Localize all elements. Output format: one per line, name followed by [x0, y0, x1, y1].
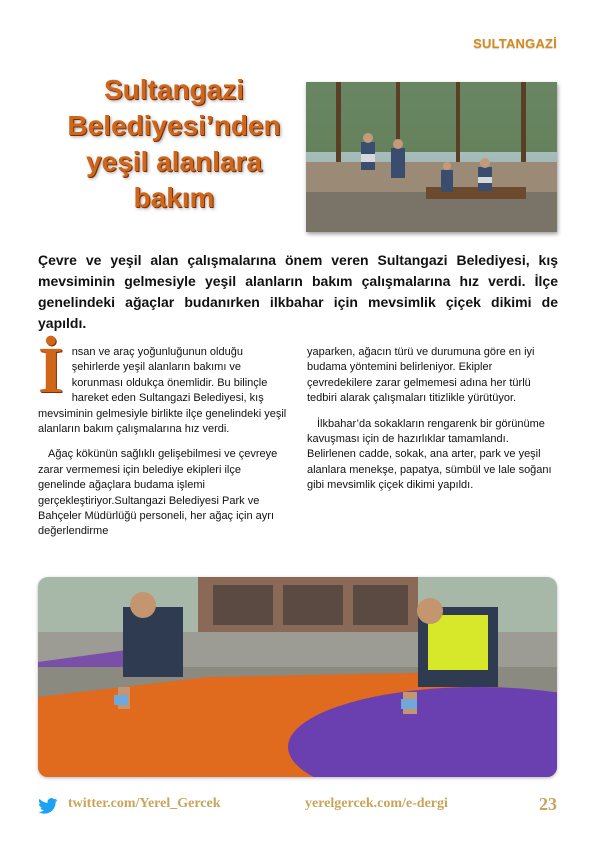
twitter-link[interactable]: twitter.com/Yerel_Gercek: [68, 796, 221, 811]
paragraph: Ağaç kökünün sağlıklı gelişebilmesi ve çevreye zarar vermemesi için belediye ekipleri ilçe genelinde ağaçlara budama işlemi gerçekleştiriyor.Sultangazi Belediyesi Park ve Bahçeler Müdürlüğü personeli, her ağaç için ayrı değerlendirme: [38, 448, 278, 538]
drop-cap: İ: [38, 334, 64, 407]
title-line: yeşil alanlara: [86, 146, 262, 177]
paragraph: [38, 334, 288, 437]
paragraph-text: nsan ve araç yoğunluğunun olduğu şehirlerde yeşil alanların bakımı ve korunması oldukça önemlidir. Bu bilinçle hareket eden Sultangazi Belediyesi, kış mevsiminin gelmesiyle birlikte ilçe genelindeki yeşil alanların bakım çalışmalarına hız verdi.: [38, 346, 287, 436]
rubber-flooring-photo: [38, 577, 557, 777]
title-line: bakım: [133, 182, 215, 213]
paragraph: İlkbahar’da sokakların rengarenk bir görünüme kavuşması için de hazırlıklar tamamlandı. Belirlenen cadde, sokak, ana arter, park ve yeşil alanlara menekşe, papatya, sümbül ve lale soğanı gibi mevsimlik çiçek dikimi yapıldı.: [307, 417, 552, 492]
article-column-1: [38, 334, 288, 550]
workers-park-photo: [306, 82, 557, 232]
title-line: Sultangazi: [103, 74, 244, 105]
paragraph: yaparken, ağacın türü ve durumuna göre en iyi budama yöntemini belirleniyor. Ekipler çevredekilere zarar gelmemesi adına her türlü tedbiri alarak çalışmaları titizlikle yürütüyor.: [307, 346, 535, 405]
section-tag: SULTANGAZİ: [473, 36, 557, 51]
article-column-2: [307, 345, 557, 504]
page-number: 23: [539, 794, 557, 814]
footer: [38, 796, 557, 816]
article-lead: Çevre ve yeşil alan çalışmalarına önem veren Sultangazi Belediyesi, kış mevsiminin gelmesiyle yeşil alanların bakım çalışmalarına hız verdi. İlçe genelindeki ağaçlar budanırken ilkbahar için mevsimlik çiçek dikimi de yapıldı.: [38, 252, 558, 331]
website-link[interactable]: yerelgercek.com/e-dergi: [305, 796, 448, 811]
article-title: [58, 72, 290, 216]
title-line: Belediyesi’nden: [67, 110, 281, 141]
twitter-bird-icon: [38, 798, 58, 814]
